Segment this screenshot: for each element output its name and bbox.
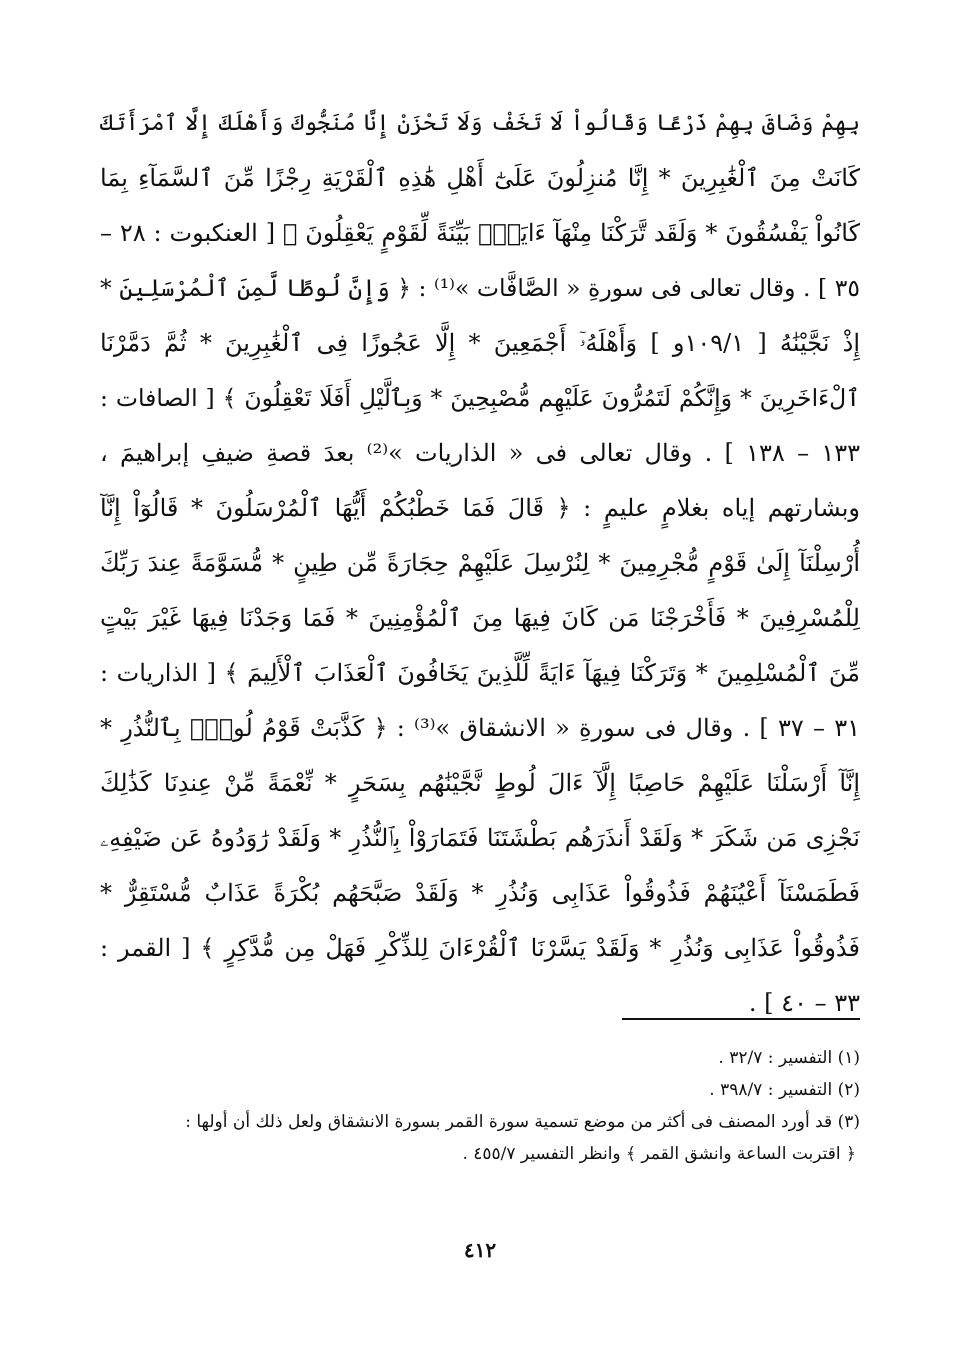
- footnote-3: (٣) قد أورد المصنف فى أكثر من موضع تسمية سورة القمر بسورة الانشقاق ولعل ذلك أن أولها :: [185, 1112, 860, 1132]
- text-line: فَذُوقُواْ عَذَابِى وَنُذُرِ * وَلَقَدْ يَسَّرْنَا ٱلْقُرْءَانَ لِلذِّكْرِ فَهَلْ مِن مُّدَّكِرٍ ﴾ [ القمر :: [100, 934, 860, 962]
- text-line: كَانَتْ مِنَ ٱلْغَٰبِرِينَ * إِنَّا مُنزِلُونَ عَلَىٰٓ أَهْلِ هَٰذِهِ ٱلْقَرْيَةِ رِجْزًا مِّنَ ٱلسَّمَآءِ بِمَا: [100, 164, 860, 192]
- footnote-separator: [622, 1018, 860, 1020]
- text-line: ٣١ – ٣٧ ] . وقال فى سورةِ « الانشقاق »⁽³⁾ : ﴿ كَذَّبَتْ قَوْمُ لُوطٍۭ بِٱلنُّذُرِ *: [100, 714, 860, 742]
- main-text-block: [100, 96, 860, 1031]
- page-number: ٤١٢: [463, 1238, 497, 1262]
- text-line: نَجْزِى مَن شَكَرَ * وَلَقَدْ أَنذَرَهُم بَطْشَتَنَا فَتَمَارَوْاْ بِٱلنُّذُرِ * وَلَقَدْ رَٰوَدُوهُ عَن ضَيْفِهِۦ: [100, 824, 860, 852]
- footnote-2: (٢) التفسير : ٣٩٨/٧ .: [709, 1080, 860, 1100]
- text-line: وبشارتهم إياه بغلامٍ عليمٍ : ﴿ قَالَ فَمَا خَطْبُكُمْ أَيُّهَا ٱلْمُرْسَلُونَ * قَالُوٓاْ إِنَّآ: [100, 494, 860, 522]
- footnotes: [100, 1042, 860, 1170]
- text-line: ٱلْءَاخَرِينَ * وَإِنَّكُمْ لَتَمُرُّونَ عَلَيْهِم مُّصْبِحِينَ * وَبِٱلَّيْلِ أَفَلَا تَعْقِلُونَ ﴾ [ الصافات :: [100, 384, 860, 412]
- text-line: إِنَّآ أَرْسَلْنَا عَلَيْهِمْ حَاصِبًا إِلَّآ ءَالَ لُوطٍ نَّجَّيْنَٰهُم بِسَحَرٍ * نِّعْمَةً مِّنْ عِندِنَا كَذَٰلِكَ: [100, 769, 860, 797]
- footnote-1: (١) التفسير : ٣٢/٧ .: [718, 1048, 860, 1068]
- footnote-3-continuation: ﴿ اقتربت الساعة وانشق القمر ﴾ وانظر التفسير ٤٥٥/٧ .: [462, 1144, 856, 1164]
- text-line-last: ٣٣ – ٤٠ ] .: [748, 989, 860, 1017]
- text-line: فَطَمَسْنَآ أَعْيُنَهُمْ فَذُوقُواْ عَذَابِى وَنُذُرِ * وَلَقَدْ صَبَّحَهُم بُكْرَةً عَذَابٌ مُّسْتَقِرٌّ *: [100, 879, 860, 907]
- text-line: كَانُواْ يَفْسُقُونَ * وَلَقَد تَّرَكْنَا مِنْهَآ ءَايَةًۢ بَيِّنَةً لِّقَوْمٍ يَعْقِلُونَ ﴾ [ العنكبوت : ٢٨ –: [100, 219, 860, 247]
- text-line: إِذْ نَجَّيْنَٰهُ [ ١٠٩/١و ] وَأَهْلَهُۥٓ أَجْمَعِينَ * إِلَّا عَجُوزًا فِى ٱلْغَٰبِرِينَ * ثُمَّ دَمَّرْنَا: [100, 329, 860, 357]
- text-line: لِلْمُسْرِفِينَ * فَأَخْرَجْنَا مَن كَانَ فِيهَا مِنَ ٱلْمُؤْمِنِينَ * فَمَا وَجَدْنَا فِيهَا غَيْرَ بَيْتٍ: [100, 604, 860, 632]
- text-line: ١٣٣ – ١٣٨ ] . وقال تعالى فى « الذاريات »⁽²⁾ بعدَ قصةِ ضيفِ إبراهيمَ ،: [100, 439, 860, 467]
- text-line: بِهِمْ وَضَاقَ بِهِمْ ذَرْعًا وَقَالُواْ لَا تَخَفْ وَلَا تَحْزَنْ إِنَّا مُنَجُّوكَ وَأَهْلَكَ إِلَّا ٱمْرَأَتَكَ: [100, 111, 860, 136]
- text-line: مِّنَ ٱلْمُسْلِمِينَ * وَتَرَكْنَا فِيهَآ ءَايَةً لِّلَّذِينَ يَخَافُونَ ٱلْعَذَابَ ٱلْأَلِيمَ ﴾ [ الذاريات :: [100, 659, 860, 687]
- text-line: أُرْسِلْنَآ إِلَىٰ قَوْمٍ مُّجْرِمِينَ * لِنُرْسِلَ عَلَيْهِمْ حِجَارَةً مِّن طِينٍ * مُّسَوَّمَةً عِندَ رَبِّكَ: [100, 549, 860, 577]
- text-line: ٣٥ ] . وقال تعالى فى سورةِ « الصَّافَّات »⁽¹⁾ : ﴿ وَإِنَّ لُوطًا لَّمِنَ ٱلْمُرْسَلِينَ *: [100, 274, 860, 302]
